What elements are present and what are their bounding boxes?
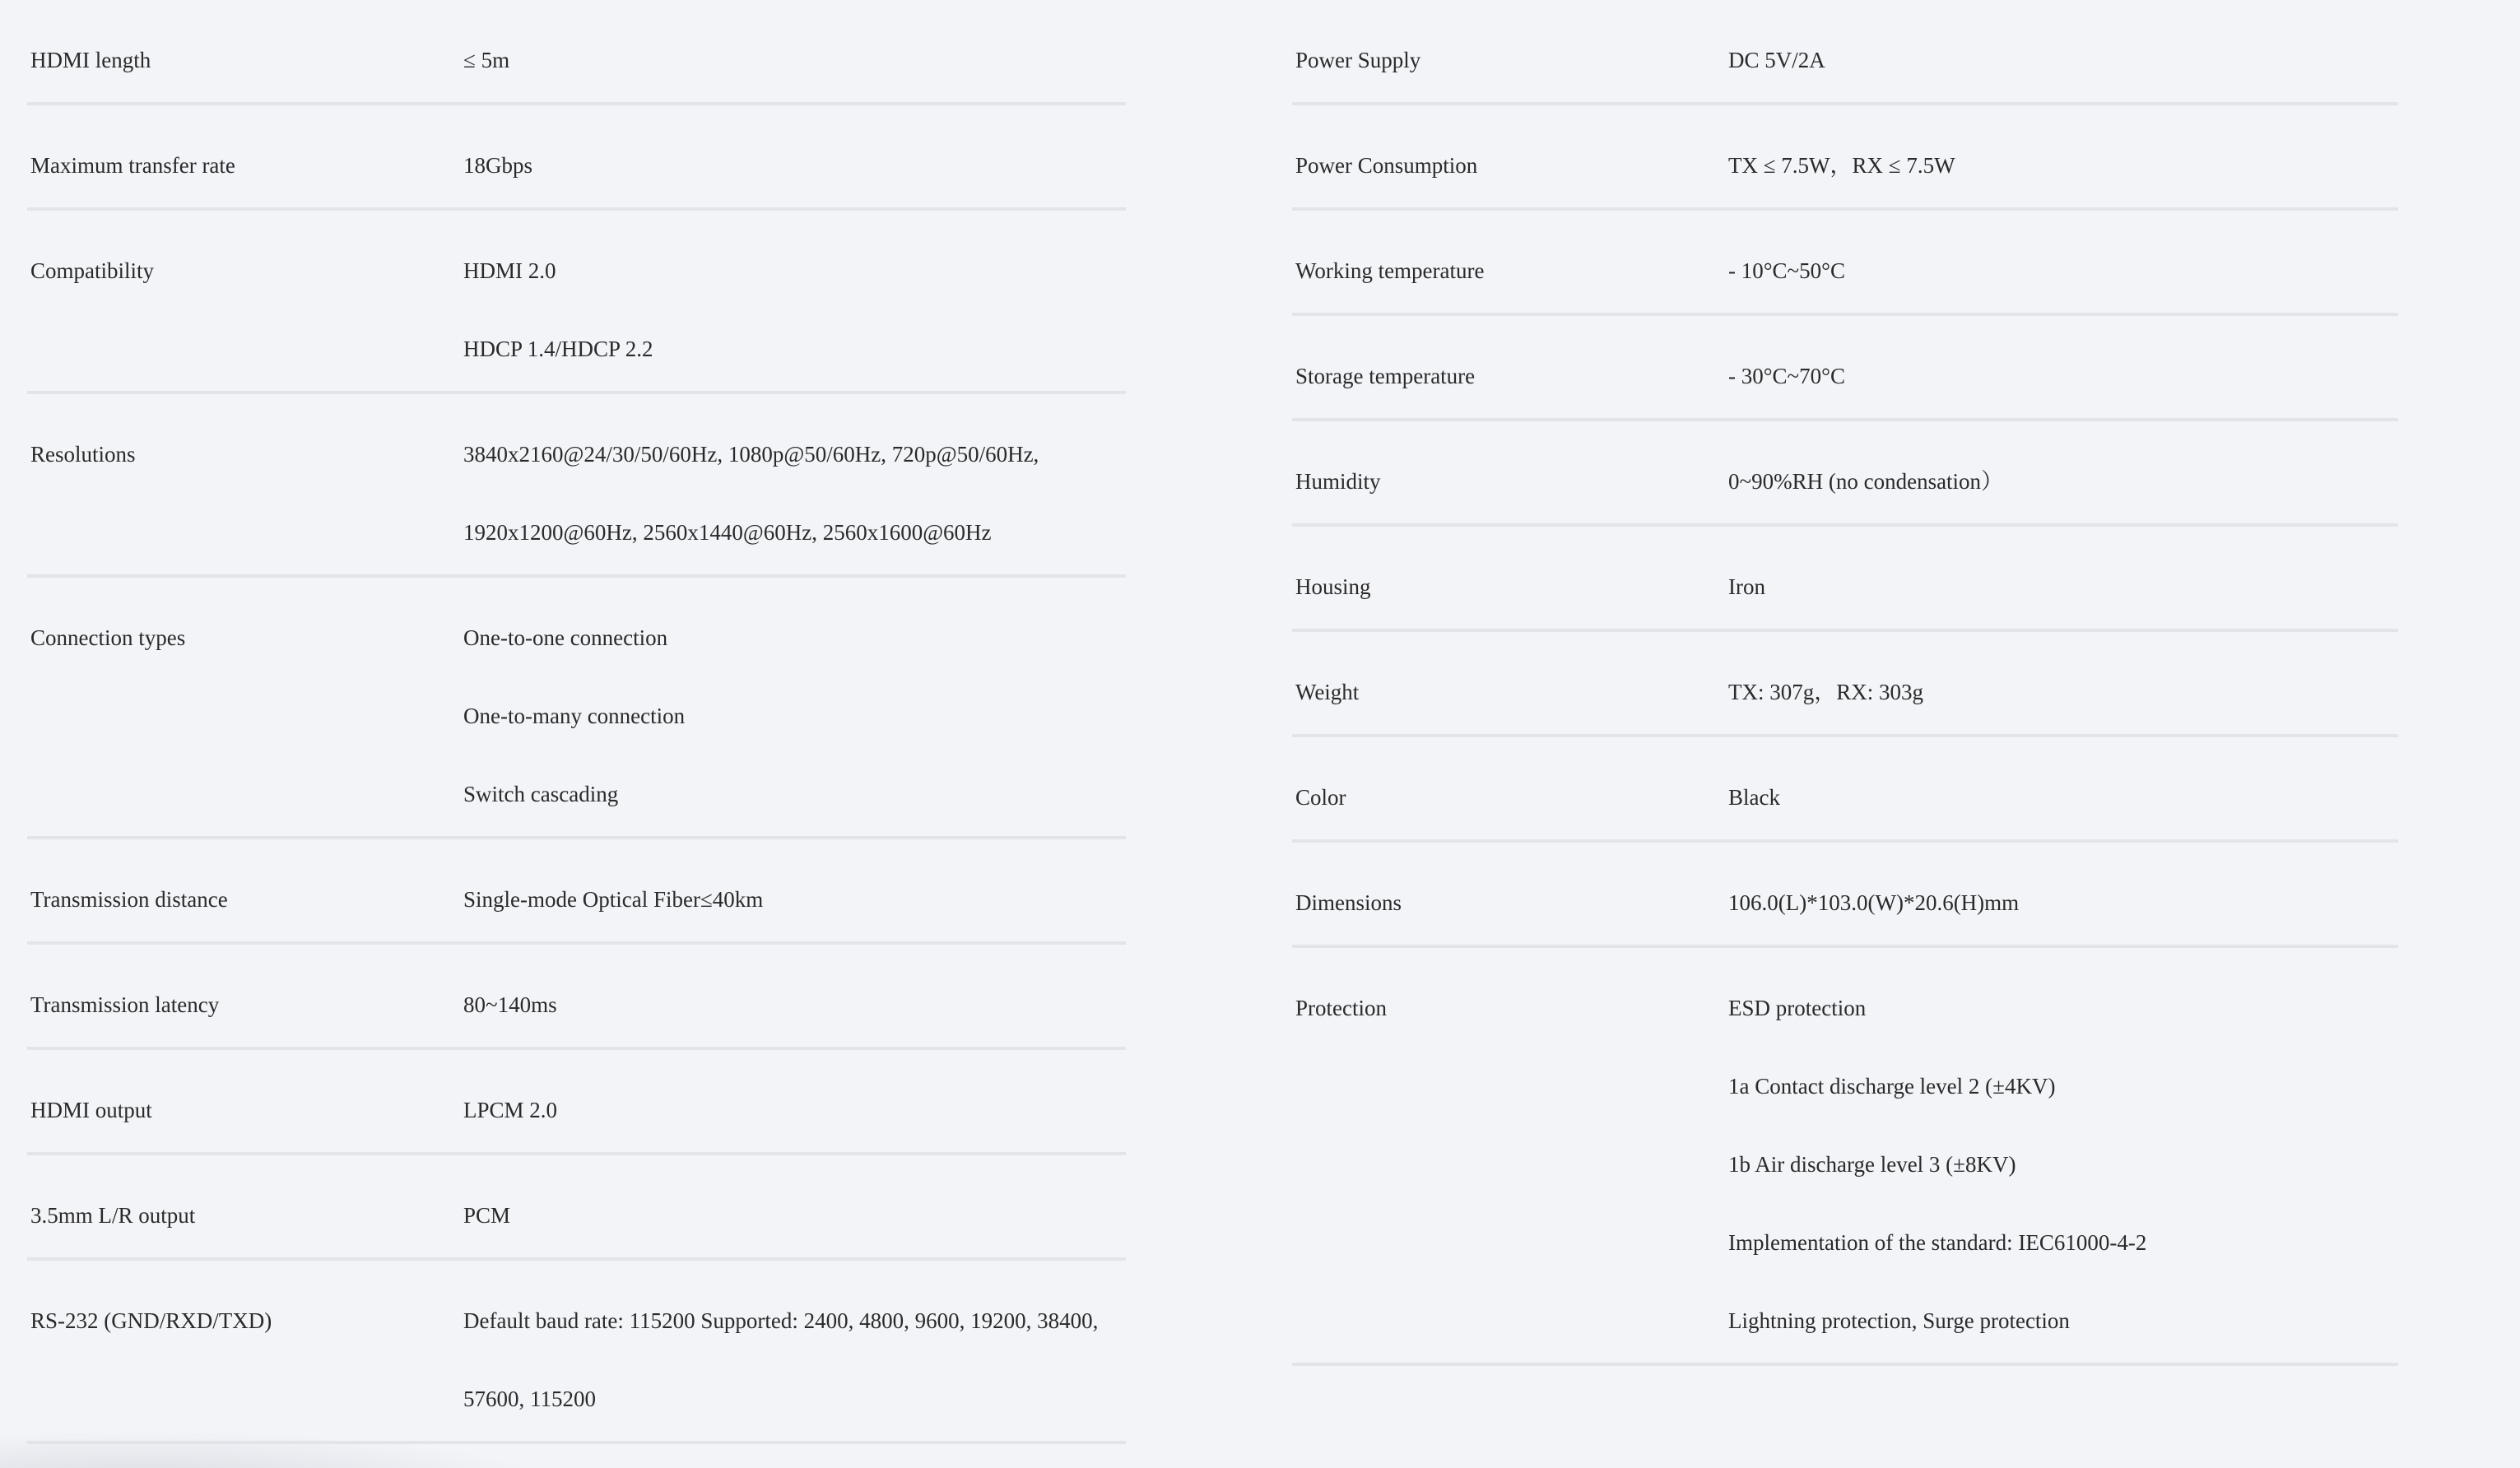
spec-value — [1728, 864, 2398, 942]
spec-value — [1728, 548, 2398, 626]
spec-value-line: 80~140ms — [463, 992, 557, 1017]
spec-label: 3.5mm L/R output — [30, 1203, 196, 1228]
spec-value-line: LPCM 2.0 — [463, 1098, 558, 1122]
spec-value-line: One-to-many connection — [463, 704, 686, 728]
spec-label: Working temperature — [1295, 258, 1485, 283]
spec-value — [1728, 653, 2398, 732]
spec-value-line: Black — [1728, 785, 1780, 810]
table-row — [27, 1261, 1126, 1444]
spec-value-line: ≤ 5m — [463, 48, 510, 72]
spec-label: Dimensions — [1295, 890, 1402, 915]
spec-label: Transmission distance — [30, 887, 228, 912]
spec-value — [463, 21, 1126, 100]
spec-value — [463, 127, 1126, 205]
spec-value-line: - 10°C~50°C — [1728, 258, 1845, 283]
table-row — [1292, 421, 2398, 527]
spec-value-line: HDCP 1.4/HDCP 2.2 — [463, 337, 653, 361]
spec-value-line: Default baud rate: 115200 Supported: 2400, 4800, 9600, 19200, 38400, — [463, 1308, 1099, 1333]
spec-value-line: TX: 307g，RX: 303g — [1728, 680, 1924, 704]
spec-label: Humidity — [1295, 469, 1381, 494]
table-row — [27, 839, 1126, 945]
table-row — [1292, 527, 2398, 632]
table-row — [1292, 632, 2398, 737]
spec-value-line: 106.0(L)*103.0(W)*20.6(H)mm — [1728, 890, 2020, 915]
spec-value-line: 3840x2160@24/30/50/60Hz, 1080p@50/60Hz, 720p@50/60Hz, — [463, 442, 1039, 467]
spec-value-line: 1a Contact discharge level 2 (±4KV) — [1728, 1074, 2056, 1099]
table-row — [27, 105, 1126, 211]
table-row — [27, 1050, 1126, 1155]
spec-table-left — [27, 0, 1126, 1444]
spec-label: Power Supply — [1295, 48, 1421, 72]
spec-value-line: - 30°C~70°C — [1728, 364, 1845, 388]
spec-label: Storage temperature — [1295, 364, 1476, 388]
spec-value-line: PCM — [463, 1203, 511, 1228]
spec-value-line: 1b Air discharge level 3 (±8KV) — [1728, 1152, 2016, 1177]
spec-value — [1728, 232, 2398, 310]
spec-value — [1728, 969, 2398, 1360]
spec-value-line: TX ≤ 7.5W，RX ≤ 7.5W — [1728, 153, 1955, 178]
spec-label: Maximum transfer rate — [30, 153, 235, 178]
spec-value-line: 57600, 115200 — [463, 1387, 596, 1411]
table-row — [1292, 843, 2398, 948]
spec-label: Connection types — [30, 625, 186, 650]
spec-label: Compatibility — [30, 258, 155, 283]
table-row — [27, 0, 1126, 105]
spec-value — [1728, 127, 2398, 205]
spec-value — [1728, 21, 2398, 100]
spec-label: Transmission latency — [30, 992, 220, 1017]
spec-table-right — [1292, 0, 2398, 1366]
spec-value — [1728, 337, 2398, 416]
table-row — [1292, 105, 2398, 211]
spec-value-line: Implementation of the standard: IEC61000-4-2 — [1728, 1230, 2147, 1255]
spec-label: Weight — [1295, 680, 1360, 704]
spec-value — [463, 232, 1126, 388]
spec-label: Resolutions — [30, 442, 136, 467]
table-row — [1292, 948, 2398, 1366]
spec-value-line: Switch cascading — [463, 782, 619, 806]
spec-label: RS-232 (GND/RXD/TXD) — [30, 1308, 272, 1333]
spec-value — [463, 1071, 1126, 1150]
table-row — [1292, 0, 2398, 105]
spec-value-line: DC 5V/2A — [1728, 48, 1825, 72]
spec-value-line: ESD protection — [1728, 996, 1867, 1020]
table-row — [27, 1155, 1126, 1261]
spec-value-line: Single-mode Optical Fiber≤40km — [463, 887, 764, 912]
spec-value-line: 1920x1200@60Hz, 2560x1440@60Hz, 2560x1600@60Hz — [463, 520, 992, 545]
spec-value — [463, 416, 1126, 572]
table-row — [1292, 316, 2398, 421]
spec-value-line: HDMI 2.0 — [463, 258, 556, 283]
spec-value — [463, 1177, 1126, 1255]
spec-label: Housing — [1295, 574, 1371, 599]
spec-value-line: Iron — [1728, 574, 1765, 599]
spec-value — [463, 861, 1126, 939]
spec-value — [1728, 759, 2398, 837]
table-row — [27, 578, 1126, 839]
spec-label: HDMI output — [30, 1098, 152, 1122]
spec-value-line: 18Gbps — [463, 153, 533, 178]
spec-value — [1728, 443, 2398, 521]
spec-label: Power Consumption — [1295, 153, 1478, 178]
spec-value-line: 0~90%RH (no condensation） — [1728, 469, 2004, 494]
spec-value-line: Lightning protection, Surge protection — [1728, 1308, 2070, 1333]
table-row — [1292, 737, 2398, 843]
spec-value — [463, 599, 1126, 834]
spec-value-line: One-to-one connection — [463, 625, 668, 650]
table-row — [27, 394, 1126, 578]
spec-label: Protection — [1295, 996, 1387, 1020]
spec-value — [463, 966, 1126, 1044]
spec-label: Color — [1295, 785, 1346, 810]
spec-label: HDMI length — [30, 48, 151, 72]
table-row — [27, 945, 1126, 1050]
table-row — [1292, 211, 2398, 316]
table-row — [27, 211, 1126, 394]
spec-value — [463, 1282, 1126, 1438]
